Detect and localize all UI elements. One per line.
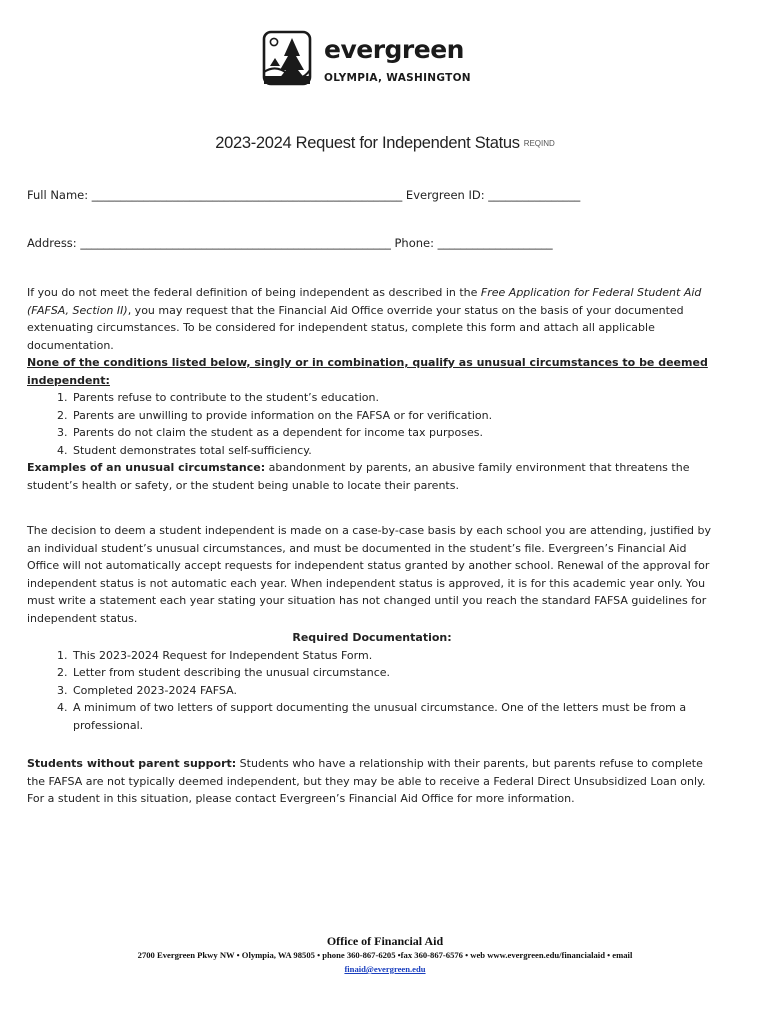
no-support-section	[27, 755, 717, 808]
evergreen-tree-logo-icon	[262, 30, 314, 86]
logo-wordmark: evergreen	[324, 35, 464, 64]
decision-section	[27, 522, 717, 734]
no-support-paragraph	[27, 755, 717, 808]
conditions-heading: None of the conditions listed below, singly or in combination, qualify as unusual circumstances to be deemed independent:	[27, 356, 708, 387]
intro-paragraph	[27, 284, 717, 354]
conditions-list	[27, 389, 717, 459]
list-item: 3. Completed 2023-2024 FAFSA.	[71, 682, 717, 700]
list-item: 3. Parents do not claim the student as a dependent for income tax purposes.	[71, 424, 717, 442]
logo-location: OLYMPIA, WASHINGTON	[324, 72, 471, 84]
list-item: 1. This 2023-2024 Request for Independent Status Form.	[71, 647, 717, 665]
examples-text: abandonment by parents, an abusive family environment that threatens the student’s health or safety, or the student being unable to locate their parents.	[27, 461, 690, 492]
name-id-field-line[interactable]: Full Name: ______________________________________________________ Evergreen ID: ________________	[27, 188, 581, 202]
evergreen-logo	[262, 30, 502, 88]
intro-text-2: , you may request that the Financial Aid Office override your status on the basis of your documented extenuating circumstances. To be considered for independent status, complete this form and attach all applicable documentation.	[27, 303, 684, 352]
form-code: REQIND	[523, 139, 555, 148]
list-item: 2. Parents are unwilling to provide information on the FAFSA or for verification.	[71, 407, 717, 425]
list-item: 1. Parents refuse to contribute to the student’s education.	[71, 389, 717, 407]
form-title	[0, 134, 770, 153]
intro-text-1: If you do not meet the federal definition of being independent as described in the	[27, 286, 481, 299]
documentation-heading: Required Documentation:	[292, 631, 452, 644]
examples-paragraph	[27, 459, 717, 494]
footer-contact-line: 2700 Evergreen Pkwy NW • Olympia, WA 98505 • phone 360-867-6205 •fax 360-867-6576 • web www.evergreen.edu/financialaid • email	[137, 950, 633, 960]
decision-paragraph: The decision to deem a student independent is made on a case-by-case basis by each school you are attending, justified by an individual student’s unusual circumstances, and must be documented in the student’s file. Evergreen’s Financial Aid Office will not automatically accept requests for independent status granted by another school. Renewal of the approval for independent status is not automatic each year. When independent status is approved, it is for this academic year only. You must write a statement each year stating your situation has not changed until you reach the standard FAFSA guidelines for independent status.	[27, 524, 712, 625]
intro-fafsa-reference: Free Application for Federal Student Aid (FAFSA, Section II)	[27, 286, 702, 317]
address-phone-field-line[interactable]: Address: ______________________________________________________ Phone: ____________________	[27, 236, 553, 250]
list-item: 4. Student demonstrates total self-sufficiency.	[71, 442, 717, 460]
no-support-label: Students without parent support:	[27, 757, 237, 770]
footer-email-line	[0, 964, 770, 974]
no-support-text: Students who have a relationship with their parents, but parents refuse to complete the FAFSA are not typically deemed independent, but they may be able to receive a Federal Direct Unsubsidized Loan only. For a student in this situation, please contact Evergreen’s Financial Aid Office for more information.	[27, 757, 706, 805]
list-item: 4. A minimum of two letters of support documenting the unusual circumstance. One of the letters must be from a professional.	[71, 699, 717, 734]
examples-label: Examples of an unusual circumstance:	[27, 461, 266, 474]
list-item: 2. Letter from student describing the unusual circumstance.	[71, 664, 717, 682]
documentation-list	[27, 647, 717, 735]
footer-office-name: Office of Financial Aid	[326, 934, 444, 948]
form-title-text: 2023-2024 Request for Independent Status	[215, 134, 520, 152]
footer-email-link[interactable]: finaid@evergreen.edu	[344, 964, 426, 974]
intro-section	[27, 284, 717, 494]
